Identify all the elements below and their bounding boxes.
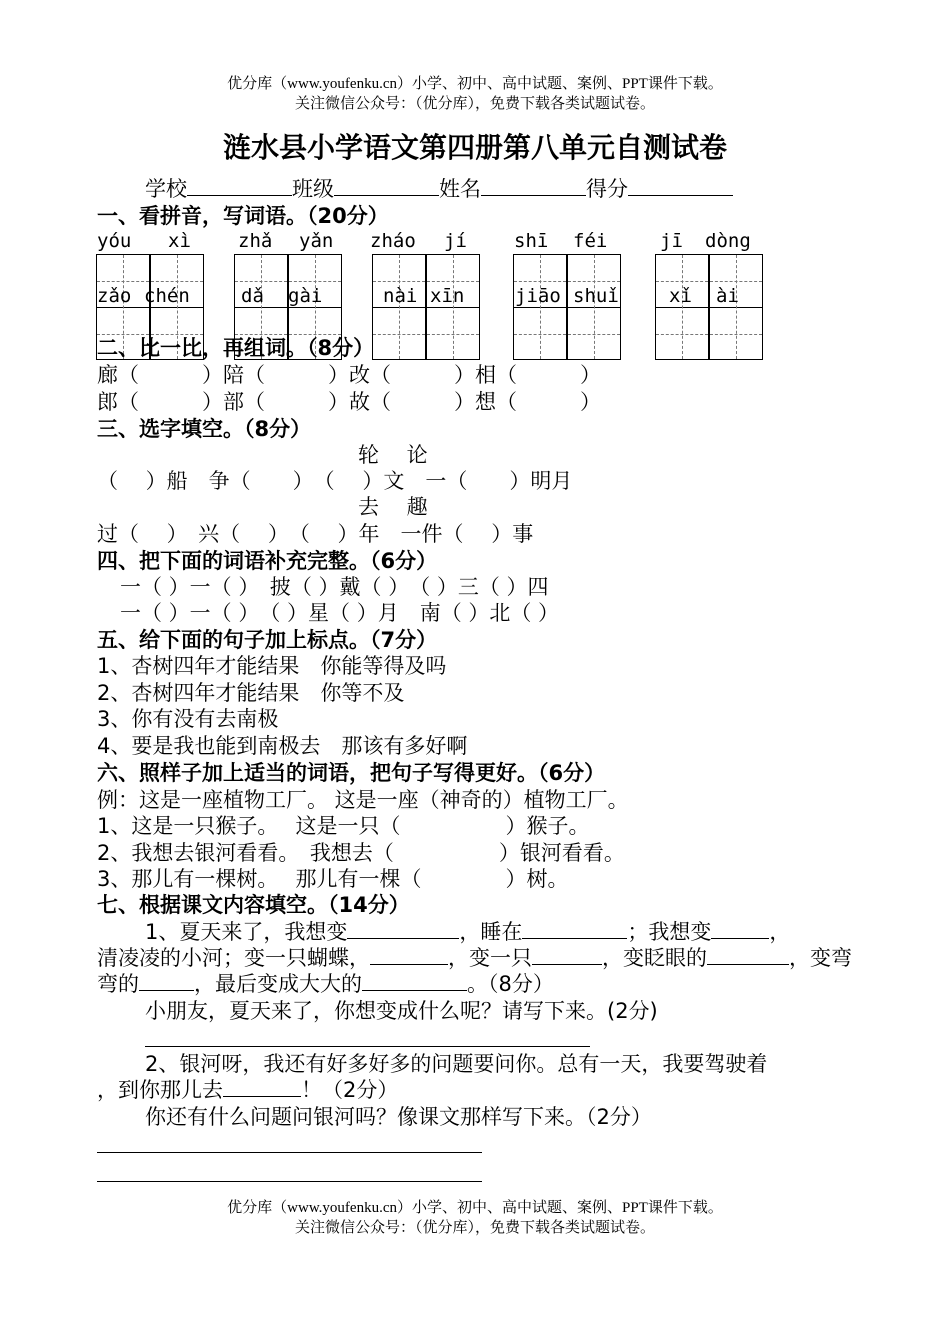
compare-row-1: 廊（ ）陪（ ）改（ ）相（ ） xyxy=(97,363,601,387)
fill-text: 清凌凌的小河；变一只蝴蝶， xyxy=(97,946,370,970)
fill-blank[interactable] xyxy=(532,946,602,965)
fill-line-1 xyxy=(145,919,790,945)
student-info-row xyxy=(145,176,733,202)
pinyin: nài xyxy=(383,285,418,307)
answer-line[interactable] xyxy=(145,1046,590,1047)
fill-blank[interactable] xyxy=(707,946,789,965)
page-title: 涟水县小学语文第四册第八单元自测试卷 xyxy=(222,131,727,164)
pinyin: zhǎ xyxy=(238,230,273,252)
pinyin: dòng xyxy=(705,230,751,252)
pinyin: xǐ xyxy=(669,285,692,307)
fill-text: 1、夏天来了，我想变 xyxy=(145,920,348,944)
punct-item-4: 4、要是我也能到南极去 那该有多好啊 xyxy=(97,734,468,758)
school-blank[interactable] xyxy=(187,177,292,196)
pinyin: zǎo xyxy=(97,285,132,307)
fill-text: ！（2分） xyxy=(301,1078,399,1102)
section-3-heading: 三、选字填空。（8分） xyxy=(97,417,312,441)
writing-box[interactable] xyxy=(709,254,763,360)
pinyin: shuǐ xyxy=(573,285,619,307)
pinyin: yǎn xyxy=(299,230,334,252)
fill-line-5 xyxy=(97,1077,398,1103)
footer-line-2: 关注微信公众号：（优分库），免费下载各类试题试卷。 xyxy=(294,1220,655,1236)
pinyin: ài xyxy=(716,285,739,307)
pinyin: jí xyxy=(444,230,467,252)
sentence-item-1: 1、这是一只猴子。 这是一只（ ）猴子。 xyxy=(97,814,590,838)
example-sentence: 例：这是一座植物工厂。 这是一座（神奇的）植物工厂。 xyxy=(97,788,629,812)
choice-pair-2: 去 趣 xyxy=(358,495,428,519)
section-1-heading: 一、看拼音，写词语。（20分） xyxy=(97,204,389,228)
pinyin: jī xyxy=(660,230,683,252)
pinyin: shī xyxy=(514,230,549,252)
section-2-heading: 二、比一比，再组词。（8分） xyxy=(97,336,375,360)
fill-text: ，变弯 xyxy=(789,946,852,970)
pinyin: xì xyxy=(168,230,191,252)
header-line-1: 优分库（www.youfenku.cn）小学、初中、高中试题、案例、PPT课件下载。 xyxy=(227,76,723,92)
question-2: 你还有什么问题问银河吗？像课文那样写下来。（2分） xyxy=(145,1105,652,1129)
score-blank[interactable] xyxy=(628,177,733,196)
pinyin: gài xyxy=(288,285,323,307)
punct-item-1: 1、杏树四年才能结果 你能等得及吗 xyxy=(97,654,447,678)
fill-text: ，变一只 xyxy=(448,946,532,970)
footer-line-1: 优分库（www.youfenku.cn）小学、初中、高中试题、案例、PPT课件下载。 xyxy=(227,1200,723,1216)
fill-text: 弯的 xyxy=(97,972,139,996)
fill-blank[interactable] xyxy=(370,946,448,965)
score-label: 得分 xyxy=(586,177,628,201)
fill-blank[interactable] xyxy=(362,972,467,991)
section-6-heading: 六、照样子加上适当的词语，把句子写得更好。（6分） xyxy=(97,761,606,785)
fill-blank[interactable] xyxy=(711,920,769,939)
fill-text: 。（8分） xyxy=(467,972,554,996)
fill-blank[interactable] xyxy=(347,920,459,939)
punct-item-3: 3、你有没有去南极 xyxy=(97,707,279,731)
fill-blank[interactable] xyxy=(223,1078,301,1097)
choice-pair-1: 轮 论 xyxy=(358,443,428,467)
fill-text: ，到你那儿去 xyxy=(97,1078,223,1102)
fill-line-3 xyxy=(97,971,554,997)
writing-box[interactable] xyxy=(567,254,621,360)
idiom-row-2: 一（ ）一（ ） （ ）星（ ）月 南（ ）北（ ） xyxy=(120,601,560,625)
choice-row-2: 过（ ） 兴（ ） （ ）年 一件（ ）事 xyxy=(97,522,534,546)
fill-line-4: 2、银河呀，我还有好多好多的问题要问你。总有一天，我要驾驶着 xyxy=(145,1052,768,1076)
section-7-heading: 七、根据课文内容填空。（14分） xyxy=(97,893,410,917)
pinyin: xīn xyxy=(430,285,465,307)
sentence-item-2: 2、我想去银河看看。 我想去（ ）银河看看。 xyxy=(97,841,625,865)
class-label: 班级 xyxy=(292,177,334,201)
school-label: 学校 xyxy=(145,177,187,201)
answer-line[interactable] xyxy=(97,1181,482,1182)
pinyin: dǎ xyxy=(241,285,264,307)
pinyin: féi xyxy=(573,230,608,252)
writing-box[interactable] xyxy=(513,254,567,360)
sentence-item-3: 3、那儿有一棵树。 那儿有一棵（ ）树。 xyxy=(97,867,569,891)
name-label: 姓名 xyxy=(439,177,481,201)
punct-item-2: 2、杏树四年才能结果 你等不及 xyxy=(97,681,405,705)
fill-line-2 xyxy=(97,945,852,971)
compare-row-2: 郎（ ）部（ ）故（ ）想（ ） xyxy=(97,390,601,414)
fill-blank[interactable] xyxy=(522,920,627,939)
writing-box[interactable] xyxy=(655,254,709,360)
answer-line[interactable] xyxy=(97,1152,482,1153)
writing-box[interactable] xyxy=(372,254,426,360)
header-line-2: 关注微信公众号：（优分库），免费下载各类试题试卷。 xyxy=(294,96,655,112)
fill-text: ，变眨眼的 xyxy=(602,946,707,970)
fill-blank[interactable] xyxy=(139,972,194,991)
idiom-row-1: 一（ ）一（ ） 披（ ）戴（ ） （ ）三（ ）四 xyxy=(120,575,549,599)
choice-row-1: （ ）船 争（ ） （ ）文 一（ ）明月 xyxy=(97,469,573,493)
fill-text: ， xyxy=(769,920,791,944)
class-blank[interactable] xyxy=(334,177,439,196)
writing-box[interactable] xyxy=(426,254,480,360)
section-5-heading: 五、给下面的句子加上标点。（7分） xyxy=(97,628,438,652)
question-1: 小朋友，夏天来了，你想变成什么呢？请写下来。(2分) xyxy=(145,999,658,1023)
fill-text: ；我想变 xyxy=(627,920,712,944)
pinyin: jiāo xyxy=(515,285,561,307)
name-blank[interactable] xyxy=(481,177,586,196)
section-4-heading: 四、把下面的词语补充完整。（6分） xyxy=(97,549,438,573)
pinyin: yóu xyxy=(97,230,132,252)
fill-text: ，睡在 xyxy=(459,920,523,944)
pinyin: zháo xyxy=(370,230,416,252)
fill-text: ，最后变成大大的 xyxy=(194,972,362,996)
pinyin: chén xyxy=(144,285,190,307)
